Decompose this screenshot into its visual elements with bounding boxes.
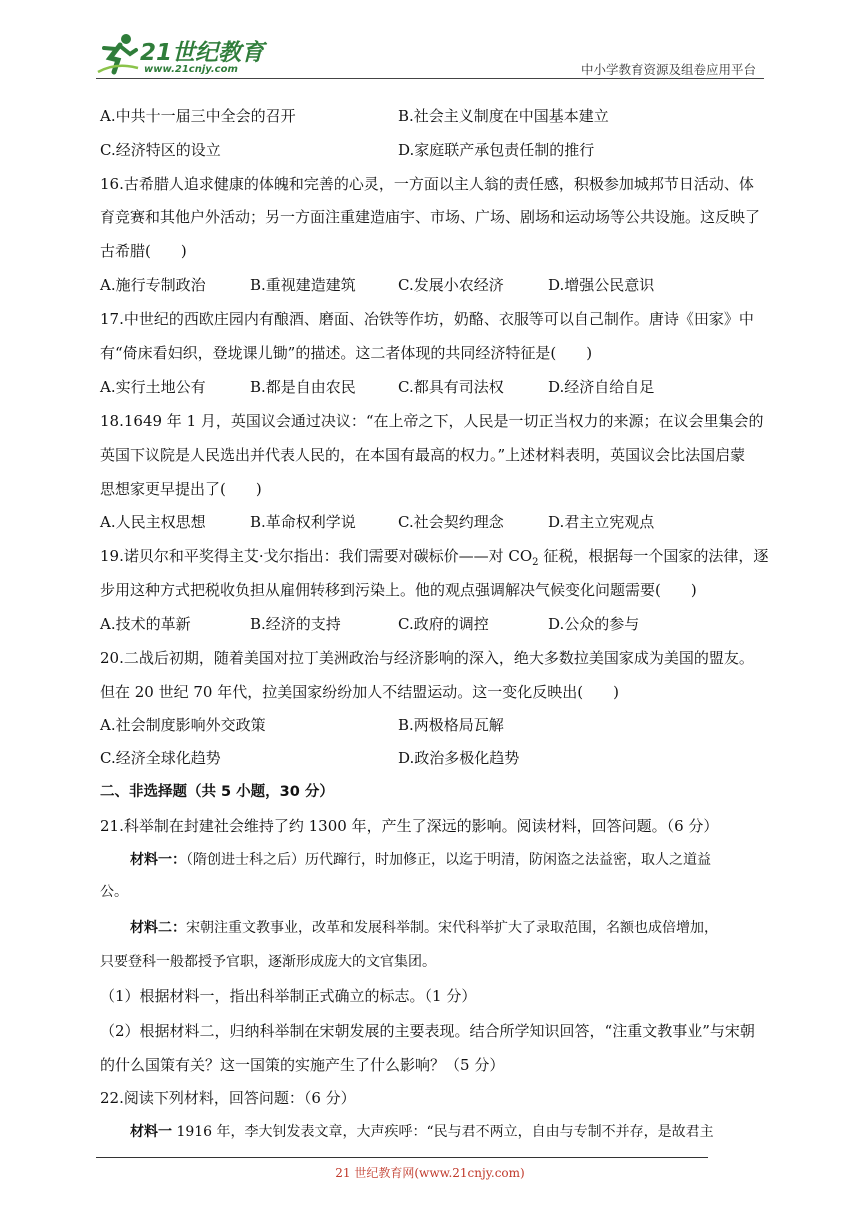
q19-line-2: 步用这种方式把税收负担从雇佣转移到污染上。他的观点强调解决气候变化问题需要( ) [100,581,697,599]
q17-option-c: C.都具有司法权 [398,378,504,396]
q21-line-1: 21.科举制在封建社会维持了约 1300 年，产生了深远的影响。阅读材料，回答问题。（6 分） [100,817,719,835]
q21-subquestion-2-line-2: 的什么国策有关？这一国策的实施产生了什么影响？（5 分） [100,1056,505,1074]
q17-line-1: 17.中世纪的西欧庄园内有酿酒、磨面、冶铁等作坊，奶酪、衣服等可以自己制作。唐诗《田家》中 [100,310,754,328]
q16-line-1: 16.古希腊人追求健康的体魄和完善的心灵，一方面以主人翁的责任感，积极参加城邦节日活动、体 [100,175,754,193]
q21-material-1-text: （隋创进士科之后）历代蹿行，时加修正，以迄于明清，防闲盗之法益密，取人之道益 [186,852,711,868]
q18-line-3: 思想家更早提出了( ) [100,480,262,498]
q16-option-b: B.重视建造建筑 [250,276,356,294]
q20-line-2: 但在 20 世纪 70 年代，拉美国家纷纷加人不结盟运动。这一变化反映出( ) [100,683,619,701]
q20-option-c: C.经济全球化趋势 [100,749,221,767]
q19-line-1-post: 征税，根据每一个国家的法律，逐 [538,547,769,565]
q22-material-1-line-1 [130,1122,714,1142]
q17-option-d: D.经济自给自足 [548,378,655,396]
q21-subquestion-2-line-1: （2）根据材料二，归纳科举制在宋朝发展的主要表现。结合所学知识回答，“注重文教事业”与宋朝 [100,1022,755,1040]
runner-logo-icon [96,32,140,76]
q21-material-2-line-1 [130,918,718,938]
q21-material-2-line-2: 只要登科一般都授予官职，逐渐形成庞大的文官集团。 [100,954,436,970]
site-logo [96,30,266,80]
q16-option-d: D.增强公民意识 [548,276,655,294]
q20-line-1: 20.二战后初期，随着美国对拉丁美洲政治与经济影响的深入，绝大多数拉美国家成为美国的盟友。 [100,649,754,667]
q21-subquestion-1: （1）根据材料一，指出科举制正式确立的标志。（1 分） [100,987,477,1005]
q21-material-2-label: 材料二： [130,920,186,936]
q19-option-c: C.政府的调控 [398,615,489,633]
q18-option-c: C.社会契约理念 [398,513,504,531]
q18-option-b: B.革命权利学说 [250,513,356,531]
q21-material-1-line-2: 公。 [100,884,128,900]
q21-material-2-text: 宋朝注重文教事业，改革和发展科举制。宋代科举扩大了录取范围，名额也成倍增加， [186,920,718,936]
header-divider [96,78,764,79]
q19-line-1 [100,546,768,573]
q15-option-a: A.中共十一届三中全会的召开 [100,107,296,125]
q16-option-c: C.发展小农经济 [398,276,504,294]
q22-material-1-text: 1916 年，李大钊发表文章，大声疾呼：“民与君不两立，自由与专制不并存，是故君主 [172,1124,714,1140]
q15-option-b: B.社会主义制度在中国基本建立 [398,107,609,125]
q21-material-1-line-1 [130,850,711,870]
q18-option-a: A.人民主权思想 [100,513,206,531]
q17-option-a: A.实行土地公有 [100,378,206,396]
platform-name: 中小学教育资源及组卷应用平台 [580,62,756,77]
page-header [0,0,860,82]
q19-option-a: A.技术的革新 [100,615,191,633]
q19-option-d: D.公众的参与 [548,615,640,633]
logo-text: 21世纪教育 [140,40,265,66]
q17-line-2: 有“倚床看妇织，登垅课儿锄”的描述。这二者体现的共同经济特征是( ) [100,344,593,362]
co2-subscript: 2 [532,557,539,568]
q22-material-1-label: 材料一 [130,1124,172,1140]
q16-line-3: 古希腊( ) [100,242,187,260]
q20-option-d: D.政治多极化趋势 [398,749,520,767]
footer-divider [96,1157,708,1158]
q21-material-1-label: 材料一： [130,852,186,868]
q17-option-b: B.都是自由农民 [250,378,356,396]
section-heading: 二、非选择题（共 5 小题，30 分） [100,784,334,800]
q19-option-b: B.经济的支持 [250,615,341,633]
page-footer: 21 世纪教育网(www.21cnjy.com) [335,1166,525,1180]
q18-option-d: D.君主立宪观点 [548,513,655,531]
q20-option-a: A.社会制度影响外交政策 [100,716,266,734]
q16-line-2: 育竞赛和其他户外活动；另一方面注重建造庙宇、市场、广场、剧场和运动场等公共设施。这反映了 [100,208,761,226]
q19-line-1-pre: 19.诺贝尔和平奖得主艾·戈尔指出：我们需要对碳标价——对 CO [100,547,533,565]
q20-option-b: B.两极格局瓦解 [398,716,504,734]
q15-option-c: C.经济特区的设立 [100,141,221,159]
logo-url: www.21cnjy.com [144,64,238,75]
q18-line-2: 英国下议院是人民选出并代表人民的，在本国有最高的权力。”上述材料表明，英国议会比法国启蒙 [100,446,746,464]
q22-line-1: 22.阅读下列材料，回答问题：（6 分） [100,1089,356,1107]
q18-line-1: 18.1649 年 1 月，英国议会通过决议：“在上帝之下，人民是一切正当权力的来源；在议会里集会的 [100,412,764,430]
q15-option-d: D.家庭联产承包责任制的推行 [398,141,595,159]
q16-option-a: A.施行专制政治 [100,276,206,294]
